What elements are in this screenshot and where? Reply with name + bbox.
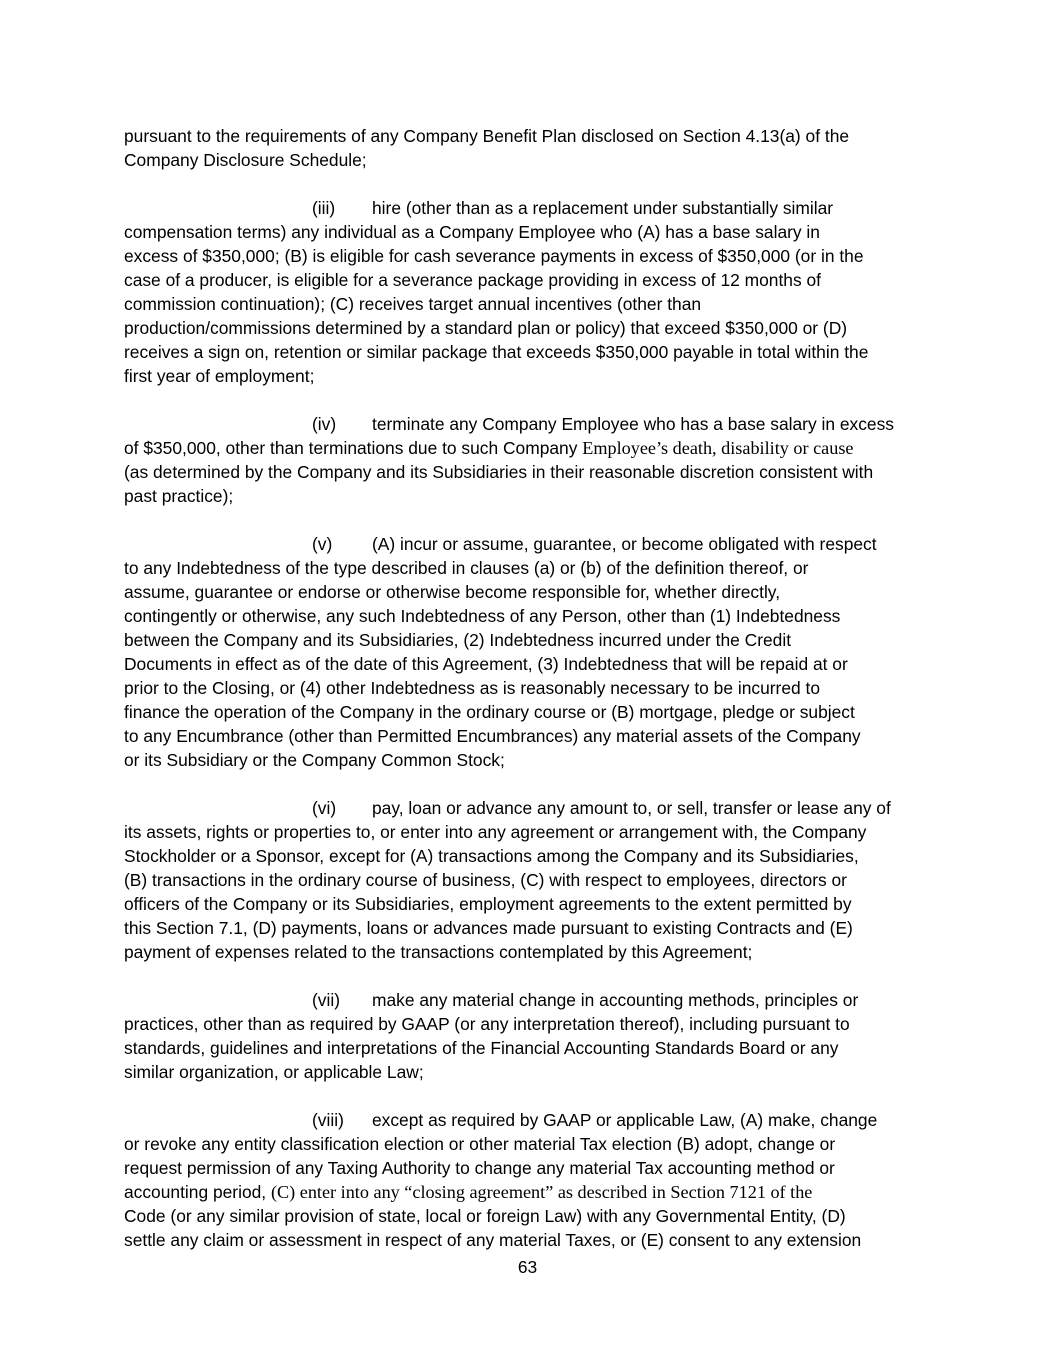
text-line: (B) transactions in the ordinary course of business, (C) with respect to employees, directors or (124, 870, 847, 890)
text-line: payment of expenses related to the transactions contemplated by this Agreement; (124, 942, 753, 962)
text-line: case of a producer, is eligible for a severance package providing in excess of 12 months of (124, 270, 821, 290)
text-line: past practice); (124, 486, 234, 506)
clause-number: (v) (312, 534, 333, 554)
clause-number: (vii) (312, 990, 341, 1010)
text-line: (as determined by the Company and its Subsidiaries in their reasonable discretion consistent with (124, 462, 874, 482)
text-line: to any Indebtedness of the type described in clauses (a) or (b) of the definition thereof, or (124, 558, 809, 578)
clause-number: (viii) (312, 1110, 344, 1130)
text-line: similar organization, or applicable Law; (124, 1062, 424, 1082)
clause-viii (124, 1108, 932, 1252)
text-line: request permission of any Taxing Authority to change any material Tax accounting method or (124, 1158, 835, 1178)
clause-v (124, 532, 932, 772)
clause-first-line (312, 196, 932, 220)
text-line: prior to the Closing, or (4) other Indebtedness as is reasonably necessary to be incurred to (124, 678, 820, 698)
text-line: commission continuation); (C) receives target annual incentives (other than (124, 294, 702, 314)
text-line: finance the operation of the Company in the ordinary course or (B) mortgage, pledge or subject (124, 702, 855, 722)
text-span: make any material change in accounting methods, principles or (372, 990, 859, 1010)
clause-number: (vi) (312, 798, 337, 818)
text-line: its assets, rights or properties to, or enter into any agreement or arrangement with, the Company (124, 822, 867, 842)
text-line: compensation terms) any individual as a Company Employee who (A) has a base salary in (124, 222, 820, 242)
text-span: accounting period, (124, 1182, 271, 1202)
text-line: production/commissions determined by a standard plan or policy) that exceed $350,000 or (D) (124, 318, 848, 338)
clause-number: (iv) (312, 414, 337, 434)
text-span: terminate any Company Employee who has a base salary in excess (372, 414, 894, 434)
clause-iii (124, 196, 932, 388)
text-line: between the Company and its Subsidiaries, (2) Indebtedness incurred under the Credit (124, 630, 792, 650)
text-span: (A) incur or assume, guarantee, or become obligated with respect (372, 534, 877, 554)
clause-first-line (312, 532, 932, 556)
clause-vii (124, 988, 932, 1084)
clause-vi (124, 796, 932, 964)
text-span: of $350,000, other than terminations due to such Company (124, 438, 583, 458)
text-line: contingently or otherwise, any such Indebtedness of any Person, other than (1) Indebtedness (124, 606, 841, 626)
text-line: officers of the Company or its Subsidiaries, employment agreements to the extent permitted by (124, 894, 852, 914)
text-line: Documents in effect as of the date of this Agreement, (3) Indebtedness that will be repaid at or (124, 654, 848, 674)
text-line: or revoke any entity classification election or other material Tax election (B) adopt, change or (124, 1134, 836, 1154)
opening-paragraph (124, 124, 932, 172)
clause-first-line (312, 796, 932, 820)
text-span: pay, loan or advance any amount to, or sell, transfer or lease any of (372, 798, 891, 818)
text-line: receives a sign on, retention or similar package that exceeds $350,000 payable in total within the (124, 342, 869, 362)
text-line (124, 1180, 932, 1204)
clause-number: (iii) (312, 198, 336, 218)
clause-first-line (312, 412, 932, 436)
text-line: settle any claim or assessment in respect of any material Taxes, or (E) consent to any extension (124, 1230, 862, 1250)
text-line: Stockholder or a Sponsor, except for (A) transactions among the Company and its Subsidiaries, (124, 846, 859, 866)
text-span: except as required by GAAP or applicable Law, (A) make, change (372, 1110, 878, 1130)
text-line (124, 436, 932, 460)
text-line: pursuant to the requirements of any Company Benefit Plan disclosed on Section 4.13(a) of the (124, 126, 850, 146)
text-line: Code (or any similar provision of state, local or foreign Law) with any Governmental Entity, (D) (124, 1206, 846, 1226)
text-line: standards, guidelines and interpretations of the Financial Accounting Standards Board or any (124, 1038, 839, 1058)
text-line: Company Disclosure Schedule; (124, 150, 367, 170)
text-line: assume, guarantee or endorse or otherwise become responsible for, whether directly, (124, 582, 781, 602)
text-line: first year of employment; (124, 366, 315, 386)
text-line: or its Subsidiary or the Company Common Stock; (124, 750, 505, 770)
body-text (124, 124, 932, 1276)
clause-first-line (312, 1108, 932, 1132)
text-line: practices, other than as required by GAAP (or any interpretation thereof), including pursuant to (124, 1014, 850, 1034)
text-line: to any Encumbrance (other than Permitted Encumbrances) any material assets of the Company (124, 726, 861, 746)
clause-iv (124, 412, 932, 508)
text-line: excess of $350,000; (B) is eligible for cash severance payments in excess of $350,000 (or in the (124, 246, 864, 266)
text-span-serif: (C) enter into any “closing agreement” as described in Section 7121 of the (270, 1182, 813, 1202)
text-span-serif: Employee’s death, disability or cause (582, 438, 854, 458)
page-number: 63 (517, 1257, 538, 1277)
clause-first-line (312, 988, 932, 1012)
text-line: this Section 7.1, (D) payments, loans or advances made pursuant to existing Contracts and (E) (124, 918, 853, 938)
text-span: hire (other than as a replacement under substantially similar (372, 198, 834, 218)
